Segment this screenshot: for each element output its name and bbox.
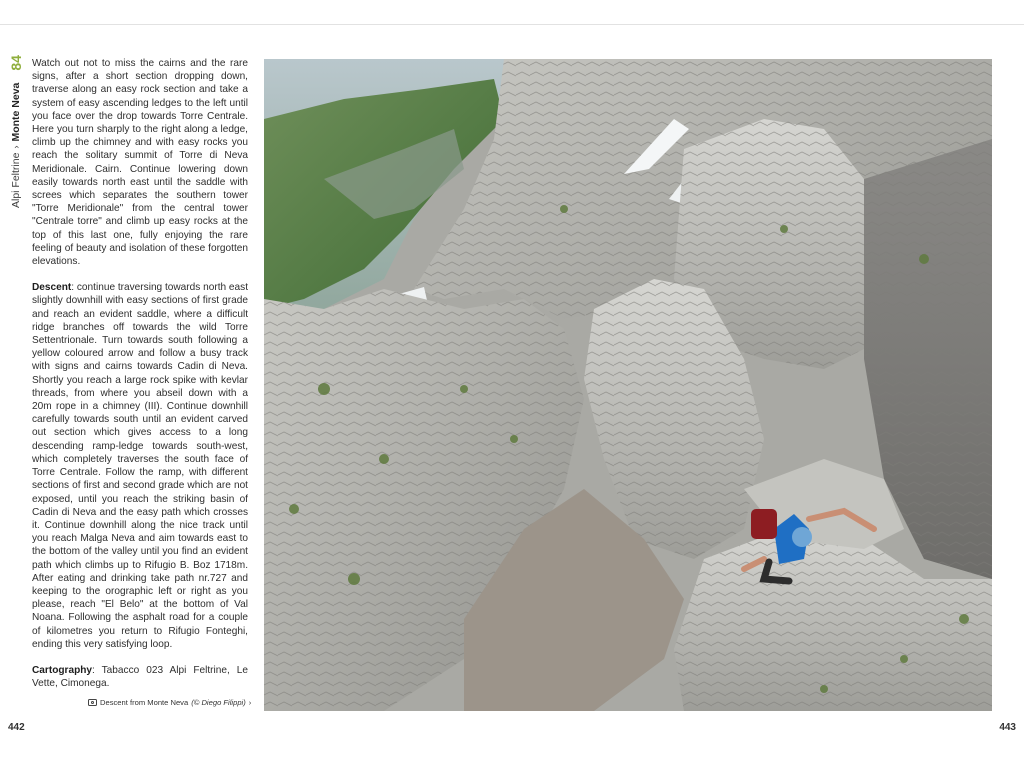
photo-credit: (© Diego Filippi): [191, 698, 246, 707]
cartography-text: : Tabacco 023 Alpi Feltrine, Le Vette, Cimonega.: [32, 664, 248, 690]
mountain-photo: [264, 59, 992, 711]
caption-text: Descent from Monte Neva: [100, 698, 189, 707]
page-number-right: 443: [999, 722, 1016, 733]
region-name: Alpi Feltrine: [10, 152, 22, 208]
descent-paragraph: [32, 281, 248, 651]
intro-paragraph: Watch out not to miss the cairns and the rare signs, after a short section dropping down, traverse along an easy rock section and take a system of easy ascending ledges to the left until you face over the drop towards Torre Centrale. Here you turn sharply to the right along a ledge, climb up the chimney and with easy rocks you reach the solitary summit of Torre di Neva Meridionale. Cairn. Continue lowering down easily towards north east until the saddle with screes which separates the southern tower "Torre Meridionale" from the central tower "Centrale torre" and climb up easy rocks at the top of this last one, fully enjoying the rare feeling of beauty and isolation of these forgotten elevations.: [32, 58, 248, 268]
top-rule: [0, 24, 1024, 25]
cartography-paragraph: [32, 664, 248, 690]
route-number: 84: [8, 55, 24, 71]
caption-arrow-icon: ›: [248, 698, 252, 707]
breadcrumb-separator: ›: [11, 145, 21, 149]
cartography-heading: Cartography: [32, 664, 93, 676]
descent-text: : continue traversing towards north east slightly downhill with easy sections of first grade and reach an evident saddle, where a difficult ridge branches off towards the wild Torre Settentrionale. Turn towards south following a yellow coloured arrow and follow a busy track with signs and cairns towards Cadin di Neva. Shortly you reach a large rock spike with kevlar threads, from where you abseil down with a 20m rope in a chimney (III). Continue downhill carefully towards south until an evident carved out section which gives access to a long descending ramp-ledge towards south-west, which completely traverses the south face of Torre Centrale. Follow the ramp, with different sections of first and second grade which are not exposed, until you reach the striking basin of Cadin di Neva and the easy path which crosses it. Continue downhill along the nice track until you reach Malga Neva and aim towards east to the bottom of the valley until you find an evident path which climbs up to Rifugio B. Boz 1718m. After eating and drinking take path nr.727 and keeping to the orographic left or right as you please, reach "El Belo" at the bottom of Val Noana. Following the asphalt road for a couple of kilometres you return to Rifugio Fonteghi, ending this very satisfying loop.: [32, 282, 249, 650]
route-description: [32, 57, 248, 703]
peak-name: Monte Neva: [10, 82, 22, 142]
photo-caption: [88, 698, 258, 707]
descent-heading: Descent: [32, 282, 72, 294]
page-number-left: 442: [8, 722, 25, 733]
running-header: [8, 55, 24, 208]
camera-icon: [88, 699, 97, 706]
